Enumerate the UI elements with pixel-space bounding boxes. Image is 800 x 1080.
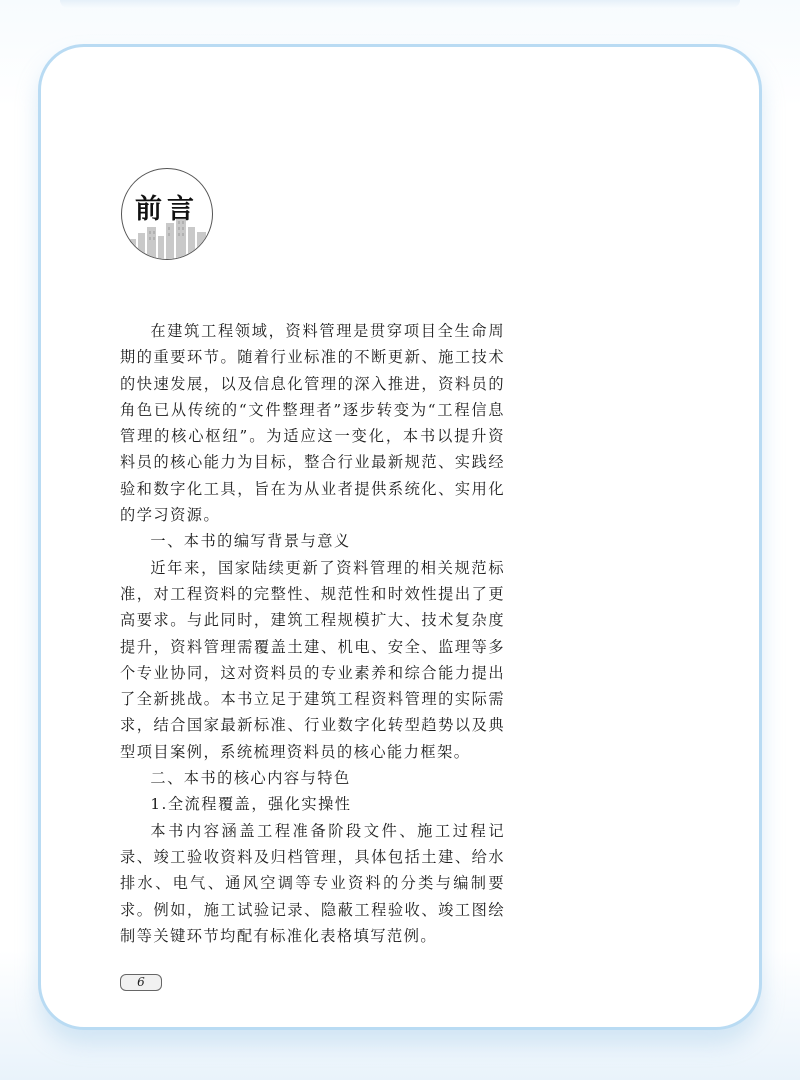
body-text <box>120 318 505 949</box>
section-heading-1: 一、本书的编写背景与意义 <box>150 532 351 551</box>
background-paragraph: 近年来，国家陆续更新了资料管理的相关规范标准，对工程资料的完整性、规范性和时效性提出了更高要求。与此同时，建筑工程规模扩大、技术复杂度提升，资料管理需覆盖土建、机电、安全、监理等多个专业协同，这对资料员的专业素养和综合能力提出了全新挑战。本书立足于建筑工程资料管理的实际需求，结合国家最新标准、行业数字化转型趋势以及典型项目案例，系统梳理资料员的核心能力框架。 <box>120 558 505 761</box>
section-heading-2: 二、本书的核心内容与特色 <box>150 769 351 788</box>
subsection-heading-1: 1.全流程覆盖，强化实操性 <box>150 795 352 814</box>
content-paragraph: 本书内容涵盖工程准备阶段文件、施工过程记录、竣工验收资料及归档管理，具体包括土建、给水排水、电气、通风空调等专业资料的分类与编制要求。例如，施工试验记录、隐蔽工程验收、竣工图绘制等关键环节均配有标准化表格填写范例。 <box>120 821 505 945</box>
top-edge-shadow <box>60 0 740 8</box>
chapter-title-badge <box>121 168 213 260</box>
chapter-title: 前言 <box>135 194 199 225</box>
page-number: 6 <box>120 974 162 991</box>
intro-paragraph: 在建筑工程领域，资料管理是贯穿项目全生命周期的重要环节。随着行业标准的不断更新、施工技术的快速发展，以及信息化管理的深入推进，资料员的角色已从传统的“文件整理者”逐步转变为“工程信息管理的核心枢纽”。为适应这一变化，本书以提升资料员的核心能力为目标，整合行业最新规范、实践经验和数字化工具，旨在为从业者提供系统化、实用化的学习资源。 <box>120 322 505 525</box>
